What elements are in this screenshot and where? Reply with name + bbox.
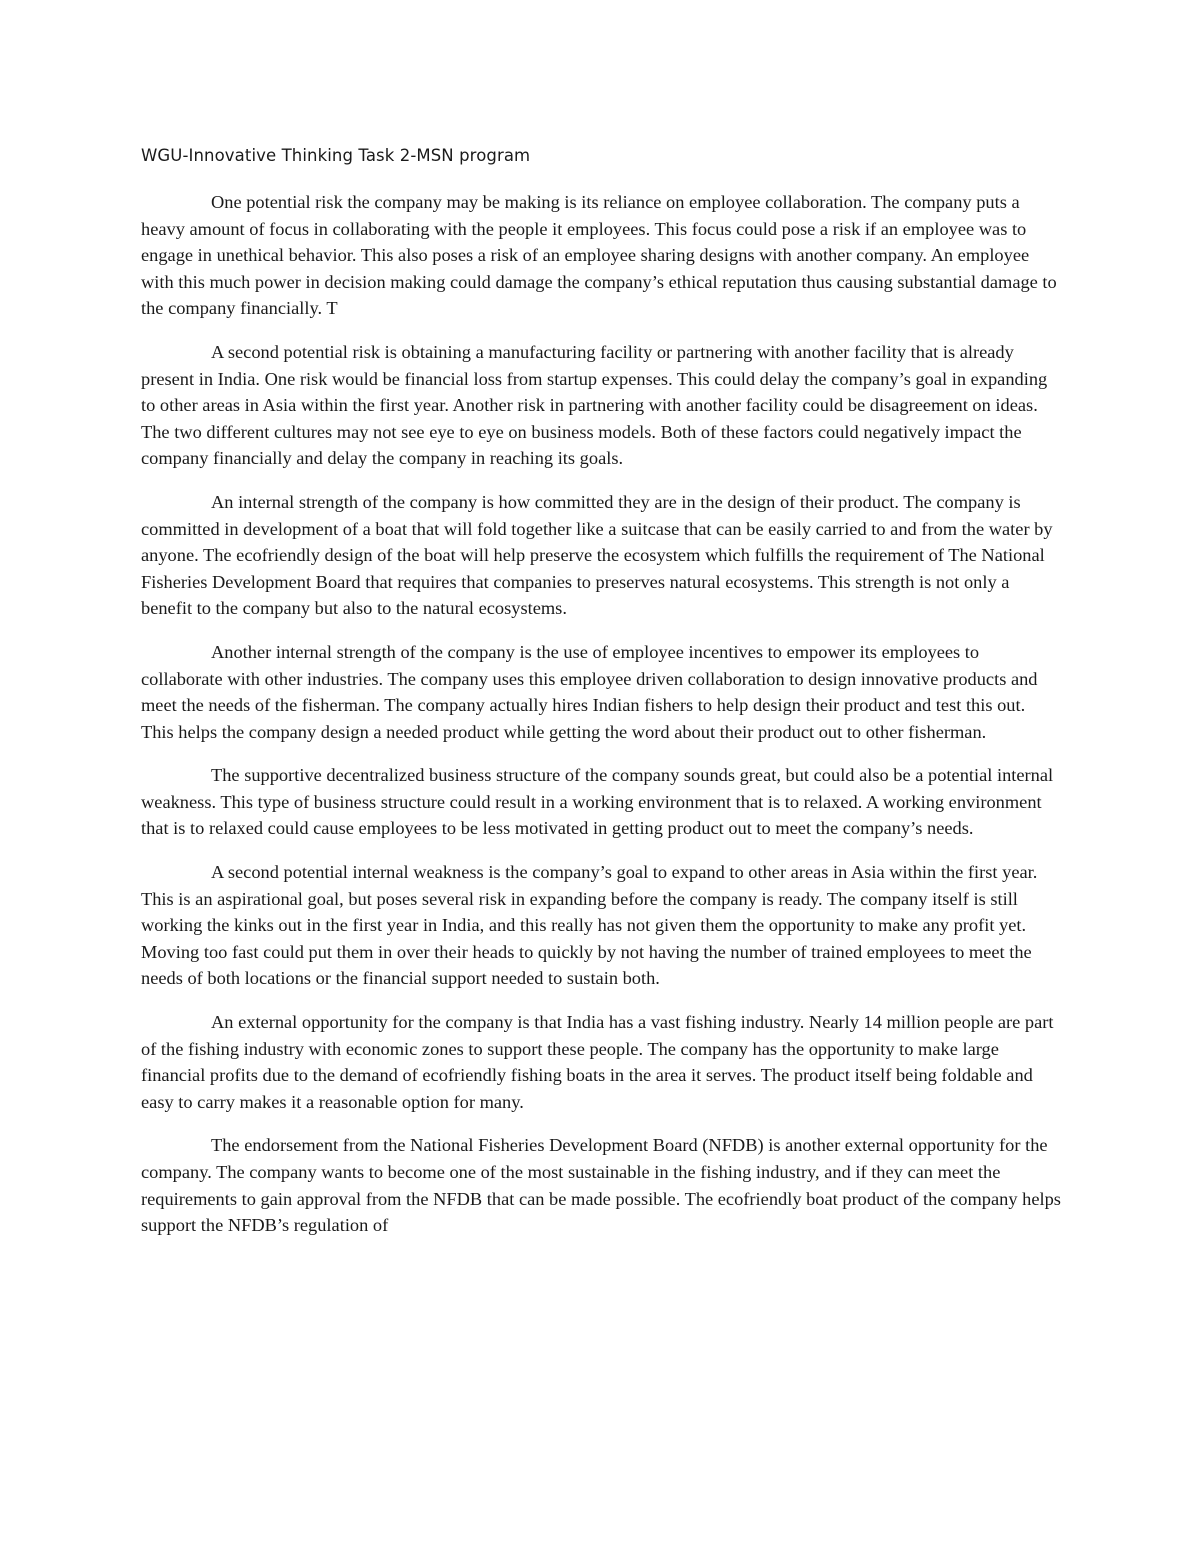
document-title: WGU-Innovative Thinking Task 2-MSN program — [141, 146, 531, 165]
paragraph-expansion-goal-weakness: A second potential internal weakness is the company’s goal to expand to other areas in Asia within the first year. This is an aspirational goal, but poses several risk in expanding before the company is ready. The company itself is still working the kinks out in the first year in India, and this really has not given them the opportunity to make any profit yet. Moving too fast could put them in over their heads to quickly by not having the number of trained employees to meet the needs of both locations or the financial support needed to sustain both. — [141, 862, 1038, 989]
document-body — [141, 189, 1061, 1239]
paragraph-employee-incentives-strength: Another internal strength of the company is the use of employee incentives to empower its employees to collaborate with other industries. The company uses this employee driven collaboration to design innovative products and meet the needs of the fisherman. The company actually hires Indian fishers to help design their product and test this out. This helps the company design a needed product while getting the word about their product out to other fisherman. — [141, 641, 1038, 742]
paragraph-employee-collaboration-risk: One potential risk the company may be making is its reliance on employee collaboration. The company puts a heavy amount of focus in collaborating with the people it employees. This focus could pose a risk if an employee was to engage in unethical behavior. This also poses a risk of an employee sharing designs with another company. An employee with this much power in decision making could damage the company’s ethical reputation thus causing substantial damage to the company financially. T — [141, 192, 1057, 319]
paragraph-fishing-industry-opportunity: An external opportunity for the company is that India has a vast fishing industry. Nearly 14 million people are part of the fishing industry with economic zones to support these people. The company has the opportunity to make large financial profits due to the demand of ecofriendly fishing boats in the area it serves. The product itself being foldable and easy to carry makes it a reasonable option for many. — [141, 1012, 1054, 1112]
paragraph-design-commitment-strength: An internal strength of the company is how committed they are in the design of their product. The company is committed in development of a boat that will fold together like a suitcase that can be easily carried to and from the water by anyone. The ecofriendly design of the boat will help preserve the ecosystem which fulfills the requirement of The National Fisheries Development Board that requires that companies to preserves natural ecosystems. This strength is not only a benefit to the company but also to the natural ecosystems. — [141, 491, 1053, 619]
paragraph-manufacturing-facility-risk: A second potential risk is obtaining a manufacturing facility or partnering with another facility that is already present in India. One risk would be financial loss from startup expenses. This could delay the company’s goal in expanding to other areas in Asia within the first year. Another risk in partnering with another facility could be disagreement on ideas. The two different cultures may not see eye to eye on business models. Both of these factors could negatively impact the company financially and delay the company in reaching its goals. — [141, 341, 1048, 469]
paragraph-nfdb-endorsement-opportunity: The endorsement from the National Fisheries Development Board (NFDB) is another external opportunity for the company. The company wants to become one of the most sustainable in the fishing industry, and if they can meet the requirements to gain approval from the NFDB that can be made possible. The ecofriendly boat product of the company helps support the NFDB’s regulation of — [141, 1135, 1061, 1236]
paragraph-decentralized-structure-weakness: The supportive decentralized business structure of the company sounds great, but could also be a potential internal weakness. This type of business structure could result in a working environment that is to relaxed. A working environment that is to relaxed could cause employees to be less motivated in getting product out to meet the company’s needs. — [141, 765, 1054, 839]
